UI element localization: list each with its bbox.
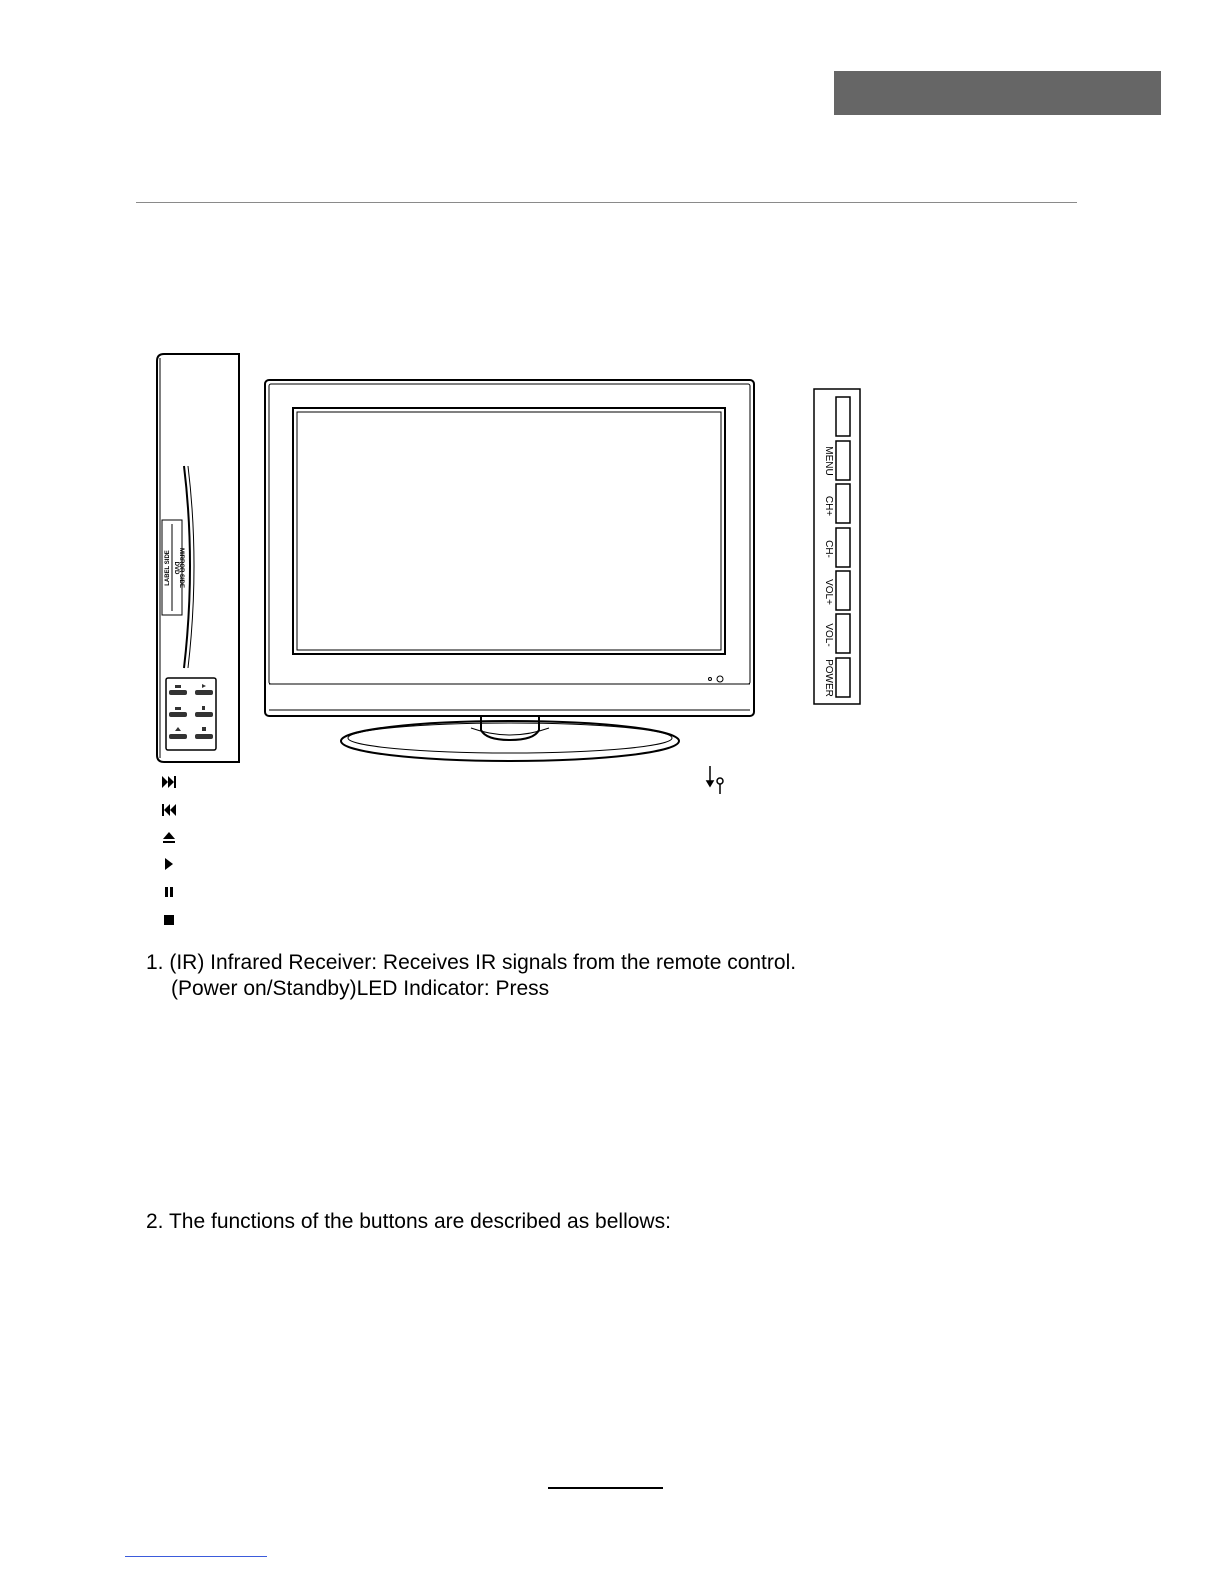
disc-label-text	[165, 548, 184, 588]
control-strip-labels	[823, 446, 834, 697]
eject-icon	[163, 832, 175, 843]
stop-icon	[164, 915, 174, 925]
tv-body	[265, 380, 754, 716]
ch-minus-label: CH-	[823, 540, 834, 558]
vol-minus-label: VOL-	[823, 623, 834, 647]
power-label: POWER	[823, 659, 834, 697]
dvd-text: DVD	[173, 561, 179, 575]
vol-plus-label: VOL+	[823, 579, 834, 605]
mirror-side-text: MIRROR SIDE	[178, 547, 184, 589]
next-icon	[162, 776, 176, 788]
play-icon	[165, 858, 173, 870]
page-number-rule	[548, 1487, 663, 1489]
ir-sensor-marker	[707, 766, 723, 794]
item-1-text: 1. (IR) Infrared Receiver: Receives IR signals from the remote control.	[146, 951, 797, 974]
label-side-text: LABEL SIDE	[165, 550, 171, 586]
ch-plus-label: CH+	[823, 495, 834, 517]
menu-label: MENU	[823, 446, 834, 476]
previous-icon	[162, 804, 176, 816]
pause-icon	[165, 887, 173, 897]
tv-stand	[341, 716, 679, 761]
item-2-text: 2. The functions of the buttons are described as bellows:	[146, 1210, 671, 1233]
footer-link-underline[interactable]	[125, 1556, 267, 1557]
item-1-led-text: (Power on/Standby)LED Indicator: Press	[171, 977, 550, 1000]
control-strip	[814, 389, 860, 704]
